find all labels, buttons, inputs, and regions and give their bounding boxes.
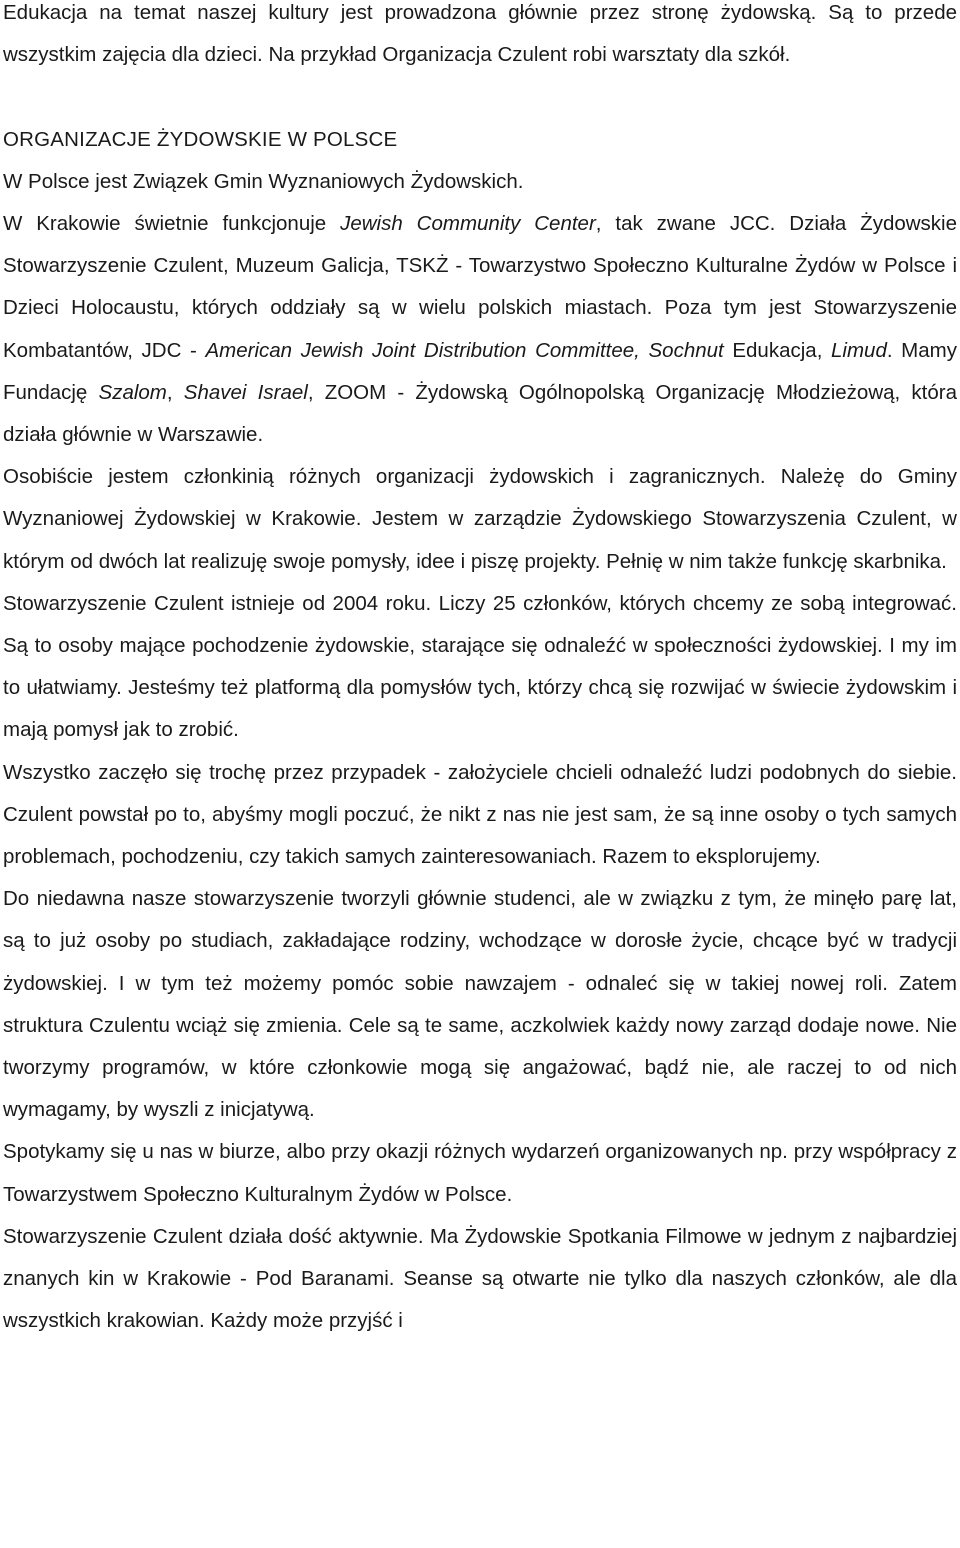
italic-text-run: Jewish Community Center — [340, 212, 596, 235]
text-run: , tak zwane JCC. Działa Żydowskie Stowarzyszenie Czulent, Muzeum Galicja, TSKŻ - Towarzystwo Społeczno Kulturalne Żydów w Polsce i Dzieci Holocaustu, których oddziały są w wielu polskich miastach. Poza tym jest Stowarzyszenie Kombatantów, JDC - — [3, 212, 958, 362]
text-run: , ZOOM - Żydowską Ogólnopolską Organizację Młodzieżową, która działa głównie w Warszawie. — [3, 380, 957, 447]
italic-text-run: Shavei Israel — [183, 380, 308, 404]
italic-text-run: Limud — [831, 338, 887, 362]
organizations-paragraph — [3, 203, 957, 456]
paragraph-activities: Stowarzyszenie Czulent działa dość aktywnie. Ma Żydowskie Spotkania Filmowe w jednym z najbardziej znanych kin w Krakowie - Pod Baranami. Seanse są otwarte nie tylko dla naszych członków, ale dla wszystkich krakowian. Każdy może przyjść i — [3, 1224, 957, 1333]
italic-text-run: Szalom — [98, 380, 167, 404]
paragraph-structure: Do niedawna nasze stowarzyszenie tworzyli głównie studenci, ale w związku z tym, że minęło parę lat, są to już osoby po studiach, zakładające rodziny, wchodzące w dorosłe życie, chcące być w tradycji żydowskiej. I w tym też możemy pomóc sobie nawzajem - odnaleć się w takiej nowej roli. Zatem struktura Czulentu wciąż się zmienia. Cele są te same, aczkolwiek każdy nowy zarząd dodaje nowe. Nie tworzymy programów, w które członkowie mogą się angażować, bądź nie, ale raczej to od nich wymagamy, by wyszli z inicjatywą. — [3, 887, 957, 1122]
paragraph-beginnings: Wszystko zaczęło się trochę przez przypadek - założyciele chcieli odnaleźć ludzi podobnych do siebie. Czulent powstał po to, abyśmy mogli poczuć, że nikt z nas nie jest sam, że są inne osoby o tych samych problemach, pochodzeniu, czy takich samych zainteresowaniach. Razem to eksplorujemy. — [3, 760, 957, 869]
text-run: W Krakowie świetnie funkcjonuje — [3, 212, 341, 235]
blank-line — [3, 76, 957, 118]
text-run: . Mamy Fundację — [3, 338, 957, 404]
italic-text-run: American Jewish Joint Distribution Committee, Sochnut — [205, 338, 724, 362]
paragraph-czulent-history: Stowarzyszenie Czulent istnieje od 2004 roku. Liczy 25 członków, których chcemy ze sobą integrować. Są to osoby mające pochodzenie żydowskie, starające się odnaleźć w społeczności żydowskiej. I my im to ułatwiamy. Jesteśmy też platformą dla pomysłów tych, którzy chcą się rozwijać w świecie żydowskim i mają pomysł jak to zrobić. — [3, 591, 957, 742]
text-run: Edukacja, — [723, 338, 832, 362]
paragraph-meetings: Spotykamy się u nas w biurze, albo przy okazji różnych wydarzeń organizowanych np. przy współpracy z Towarzystwem Społeczno Kulturalnym Żydów w Polsce. — [3, 1140, 957, 1206]
section-line-1: W Polsce jest Związek Gmin Wyznaniowych Żydowskich. — [3, 169, 524, 193]
text-run: , — [166, 380, 184, 404]
section-heading: ORGANIZACJE ŻYDOWSKIE W POLSCE — [3, 127, 398, 151]
paragraph-membership: Osobiście jestem członkinią różnych organizacji żydowskich i zagranicznych. Należę do Gminy Wyznaniowej Żydowskiej w Krakowie. Jestem w zarządzie Żydowskiego Stowarzyszenia Czulent, w którym od dwóch lat realizuję swoje pomysły, idee i piszę projekty. Pełnię w nim także funkcję skarbnika. — [3, 465, 957, 573]
intro-paragraph: Edukacja na temat naszej kultury jest prowadzona głównie przez stronę żydowską. Są to przede wszystkim zajęcia dla dzieci. Na przykład Organizacja Czulent robi warsztaty dla szkół. — [3, 1, 957, 67]
